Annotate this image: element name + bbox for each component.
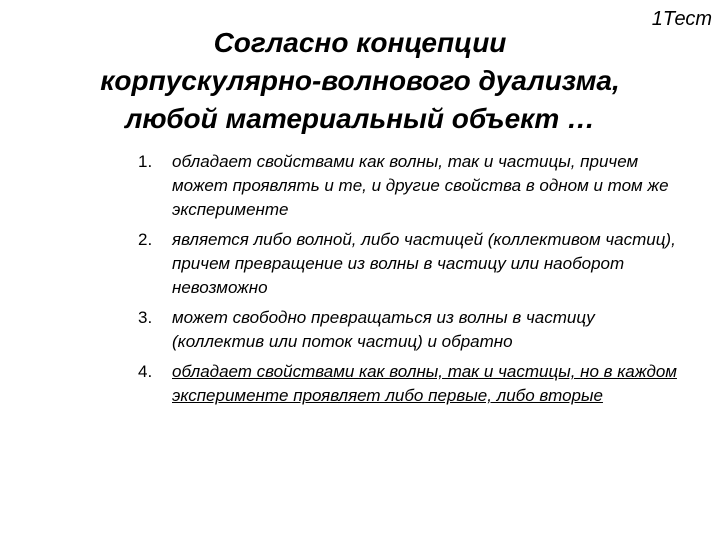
option-number: 4. xyxy=(138,362,153,381)
answer-option-3[interactable] xyxy=(130,306,690,354)
title-line-3: любой материальный объект … xyxy=(124,103,596,134)
option-text: может свободно превращаться из волны в частицу (коллектив или поток частиц) и обратно xyxy=(172,308,595,351)
answer-option-2[interactable] xyxy=(130,228,690,300)
slide-tag: 1Тест xyxy=(651,8,712,30)
option-number: 2. xyxy=(138,230,153,249)
option-text: обладает свойствами как волны, так и частицы, причем может проявлять и те, и другие свойства в одном и том же эксперименте xyxy=(172,152,669,219)
answer-option-1[interactable] xyxy=(130,150,690,222)
answer-list xyxy=(130,150,690,414)
title-line-1: Согласно концепции xyxy=(213,27,507,58)
option-text-correct: обладает свойствами как волны, так и частицы, но в каждом эксперименте проявляет либо первые, либо вторые xyxy=(172,362,677,405)
option-number: 3. xyxy=(138,308,153,327)
slide-title xyxy=(40,24,680,138)
answer-option-4[interactable] xyxy=(130,360,690,408)
title-line-2: корпускулярно-волнового дуализма, xyxy=(100,65,620,96)
option-number: 1. xyxy=(138,152,153,171)
option-text: является либо волной, либо частицей (коллективом частиц), причем превращение из волны в частицу или наоборот невозможно xyxy=(172,230,676,297)
